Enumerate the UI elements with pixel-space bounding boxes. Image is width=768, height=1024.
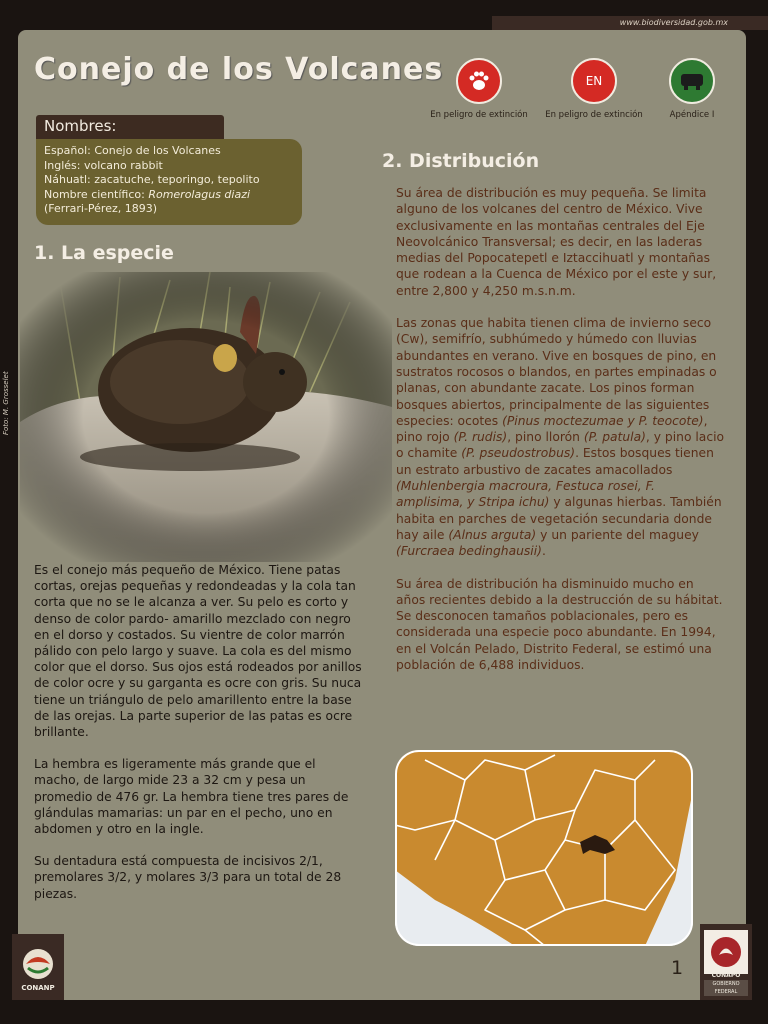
section-heading-species: 1. La especie — [34, 242, 174, 264]
names-heading: Nombres: — [36, 115, 224, 139]
en-badge-text: EN — [585, 74, 603, 88]
rabbit-photo — [20, 272, 392, 562]
conanp-logo — [12, 934, 64, 1000]
status-label: En peligro de extinción — [545, 110, 643, 120]
conanp-label: CONANP — [21, 984, 55, 992]
website-url[interactable]: www.biodiversidad.gob.mx — [619, 18, 728, 27]
en-badge-icon — [571, 58, 617, 104]
section-heading-distribution: 2. Distribución — [382, 150, 540, 172]
status-endangered-iucn — [539, 58, 649, 120]
name-scientific: Nombre científico: Romerolagus diazi — [44, 187, 251, 201]
photo-credit: Foto: M. Grosselet — [2, 371, 10, 435]
species-description — [34, 562, 364, 918]
paw-icon — [456, 58, 502, 104]
distribution-paragraph: Su área de distribución es muy pequeña. Se limita alguno de los volcanes del centro de México. Vive exclusivamente en las montañas centrales del Eje Neovolcánico Transversal; es decir, en las laderas medias del Popocatepetl e Iztaccihuatl y montañas que rodean a la Cuenca de México por el este y sur, entre 2,800 y 4,250 m.s.n.m. — [396, 186, 717, 298]
conapo-logo — [700, 924, 752, 1000]
distribution-paragraph: Su área de distribución ha disminuido mucho en años recientes debido a la destrucción de su hábitat. Se desconocen tamaños poblacionales, pero es considerada una especie poco abundante. En 1994, en el Volcán Pelado, Distrito Federal, se estimó una población de 6,488 individuos. — [396, 576, 723, 673]
distribution-paragraph: Las zonas que habita tienen clima de invierno seco (Cw), semifrío, subhúmedo y húmedo con lluvias abundantes en verano. Vive en bosques de pino, en sustratos rocosos o blandos, en partes empinadas o planas, con abundante zacate. Los pinos forman bosques abiertos, principalmente de las siguientes especies: ocotes (Pinus moctezumae y P. teocote), pino rojo (P. rudis), pino llorón (P. patula), y pino lacio o chamite (P. pseudostrobus). Estos bosques tienen un estrato arbustivo de zacates amacollados (Muhlenbergia macroura, Festuca rosei, F. amplisima, y Stripa ichu) y algunas hierbas. También habita en parches de vegetación secundaria donde hay aile (Alnus arguta) y un pariente del maguey (Furcraea bedinghausii). — [396, 316, 725, 559]
status-label: En peligro de extinción — [430, 110, 528, 120]
conapo-subtitle: GOBIERNO FEDERAL — [704, 980, 748, 996]
name-english: Inglés: volcano rabbit — [44, 158, 163, 172]
distribution-description — [396, 185, 726, 689]
names-box — [36, 139, 302, 225]
name-author: (Ferrari-Pérez, 1893) — [44, 202, 158, 215]
species-paragraph: La hembra es ligeramente más grande que el macho, de largo mide 23 a 32 cm y pesa un promedio de 476 gr. La hembra tiene tres pares de glándulas mamarias: un par en el pecho, uno en abdomen y otro en la ingle. — [34, 757, 349, 837]
name-spanish: Español: Conejo de los Volcanes — [44, 144, 221, 157]
cites-icon — [669, 58, 715, 104]
conapo-emblem — [704, 930, 748, 974]
status-endangered-mx — [424, 58, 534, 120]
page-number: 1 — [671, 957, 684, 979]
distribution-map — [395, 750, 693, 946]
conapo-label: CONAPO — [711, 972, 741, 979]
status-label: Apéndice I — [669, 110, 715, 120]
species-paragraph: Es el conejo más pequeño de México. Tiene patas cortas, orejas pequeñas y redondeadas y la cola tan corta que no se le alcanza a ver. Su pelo es corto y denso de color pardo- amarillo mezclado con negro en el dorso y costados. Su vientre de color marrón pálido con pelo largo y suave. La cola es del mismo color que el dorso. Sus ojos está rodeados por anillos de color ocre y su garganta es ocre con gris. Su nuca tiene un triángulo de pelo amarillento entre la base de las orejas. La parte superior de las patas es ocre brillante. — [34, 563, 362, 740]
page-title: Conejo de los Volcanes — [34, 52, 444, 87]
status-cites — [637, 58, 747, 120]
name-nahuatl: Náhuatl: zacatuche, teporingo, tepolito — [44, 173, 260, 186]
species-paragraph: Su dentadura está compuesta de incisivos 2/1, premolares 3/2, y molares 3/3 para un total de 28 piezas. — [34, 854, 342, 901]
